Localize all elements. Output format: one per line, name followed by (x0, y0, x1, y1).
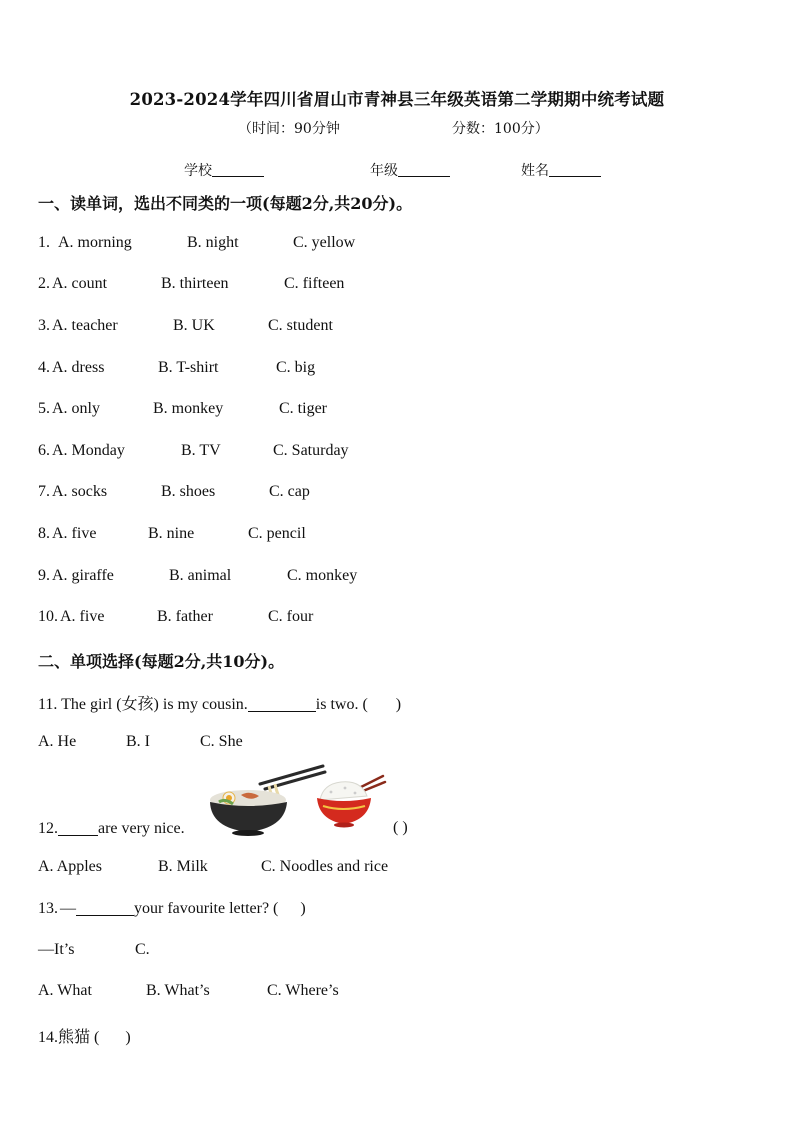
question-4: 4. A. dress B. T-shirt C. big (38, 359, 316, 376)
question-1: 1.A. morning B. night C. yellow (38, 234, 356, 251)
option-b[interactable]: B. father (157, 608, 213, 625)
rice-bowl-icon (317, 776, 385, 828)
question-7: 7. A. socks B. shoes C. cap (38, 483, 310, 500)
option-b[interactable]: B. monkey (153, 400, 224, 417)
name-blank[interactable] (549, 162, 601, 177)
section1-heading: 一、读单词，选出不同类的一项(每题2分,共20分)。 (38, 194, 413, 213)
option-a[interactable]: A. only (52, 400, 100, 417)
question-8: 8. A. five B. nine C. pencil (38, 525, 306, 542)
option-b[interactable]: B. What’s (146, 982, 210, 999)
option-a[interactable]: A. Monday (52, 442, 125, 459)
option-a[interactable]: A. Apples (38, 858, 102, 875)
option-c[interactable]: C. She (200, 733, 243, 750)
option-b[interactable]: B. thirteen (161, 275, 229, 292)
answer-blank[interactable] (76, 899, 134, 916)
option-c[interactable]: C. big (276, 359, 316, 376)
school-blank[interactable] (212, 162, 264, 177)
option-c[interactable]: C. cap (269, 483, 310, 500)
section2-heading: 二、单项选择(每题2分,共10分)。 (38, 652, 285, 671)
option-c[interactable]: C. pencil (248, 525, 306, 542)
option-c[interactable]: C. tiger (279, 400, 327, 417)
option-b[interactable]: B. animal (169, 567, 232, 584)
option-a[interactable]: A. morning (58, 234, 132, 251)
option-c[interactable]: C. Saturday (273, 442, 349, 459)
grade-label: 年级 (370, 163, 398, 179)
option-a[interactable]: A. five (52, 525, 97, 542)
exam-title: 2023-2024学年四川省眉山市青神县三年级英语第二学期期中统考试题 (129, 90, 665, 109)
school-field[interactable] (184, 160, 264, 180)
option-c[interactable]: C. fifteen (284, 275, 345, 292)
question-5: 5. A. only B. monkey C. tiger (38, 400, 327, 417)
question-14: 14.熊猫 ( ) (38, 1029, 131, 1046)
question-11-options (38, 733, 243, 751)
question-13-dialogue: —It’s C. (38, 941, 150, 958)
option-b[interactable]: B. nine (148, 525, 195, 542)
option-c[interactable]: C. student (268, 317, 333, 334)
option-a[interactable]: A. He (38, 733, 77, 750)
option-c[interactable]: C. monkey (287, 567, 358, 584)
grade-blank[interactable] (398, 162, 450, 177)
option-a[interactable]: A. five (60, 608, 105, 625)
question-9: 9. A. giraffe B. animal C. monkey (38, 567, 358, 584)
question-2: 2. A. count B. thirteen C. fifteen (38, 275, 345, 292)
school-label: 学校 (184, 163, 212, 179)
answer-blank[interactable] (248, 695, 316, 712)
question-12-options (38, 858, 388, 876)
question-13-options (38, 982, 339, 1000)
option-b[interactable]: B. night (187, 234, 239, 251)
question-10: 10. A. five B. father C. four (38, 608, 314, 625)
option-c[interactable]: C. yellow (293, 234, 356, 251)
option-b[interactable]: B. UK (173, 317, 215, 334)
answer-paren[interactable]: ( ) (393, 819, 408, 836)
name-label: 姓名 (521, 163, 549, 179)
option-a[interactable]: A. socks (52, 483, 108, 500)
answer-blank[interactable] (58, 819, 98, 836)
question-3: 3. A. teacher B. UK C. student (38, 317, 333, 334)
grade-field[interactable] (370, 160, 450, 180)
option-a[interactable]: A. teacher (52, 317, 118, 334)
question-13: 13. — your favourite letter? ( ) (38, 900, 306, 917)
exam-time: （时间：90分钟 (238, 121, 340, 137)
option-a[interactable]: A. What (38, 982, 92, 999)
question-12: 12. are very nice. (38, 820, 185, 837)
exam-score: 分数：100分） (452, 121, 549, 137)
option-b[interactable]: B. Milk (158, 858, 208, 875)
option-a[interactable]: A. count (52, 275, 108, 292)
noodle-bowl-icon (210, 766, 325, 836)
option-b[interactable]: B. I (126, 733, 150, 750)
option-c[interactable]: C. Where’s (267, 982, 339, 999)
question-6: 6. A. Monday B. TV C. Saturday (38, 442, 349, 459)
noodles-and-rice-image (205, 762, 390, 838)
option-a[interactable]: A. dress (52, 359, 105, 376)
option-c[interactable]: C. Noodles and rice (261, 858, 389, 875)
option-b[interactable]: B. T-shirt (158, 359, 219, 376)
name-field[interactable] (521, 160, 601, 180)
question-11: 11. The girl (女孩) is my cousin. is two. ( ) (38, 696, 402, 713)
option-a[interactable]: A. giraffe (52, 567, 114, 584)
option-c[interactable]: C. four (268, 608, 314, 625)
option-b[interactable]: B. TV (181, 442, 221, 459)
option-b[interactable]: B. shoes (161, 483, 216, 500)
